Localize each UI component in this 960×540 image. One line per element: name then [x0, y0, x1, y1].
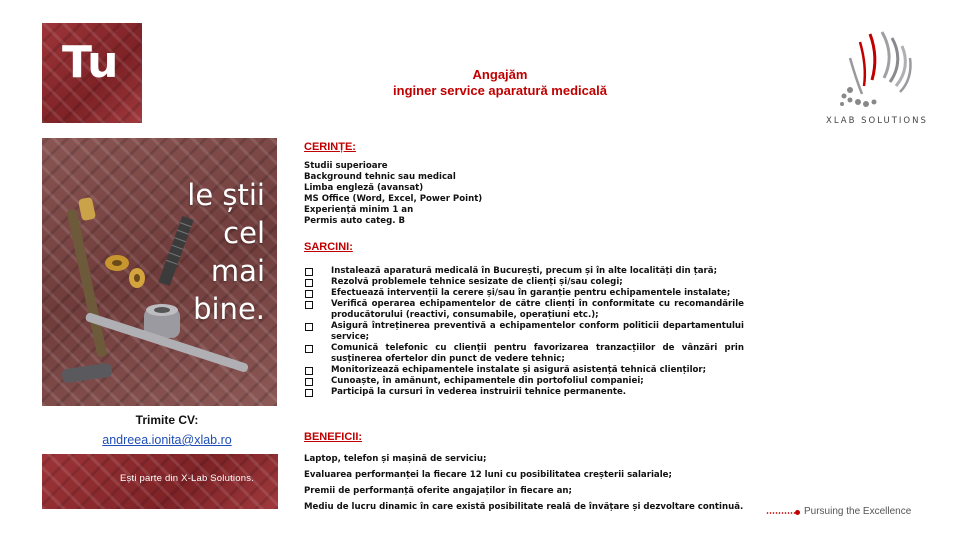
list-item: Mediu de lucru dinamic în care există posibilitate reală de învățare și dezvoltare continuă.: [304, 502, 744, 512]
list-item: [304, 299, 744, 321]
tasks-title: SARCINI:: [304, 241, 353, 253]
checkbox-icon: [305, 323, 313, 331]
benefits-list: [304, 451, 743, 515]
task-text: Efectuează intervenții la cerere și/sau în garanție pentru echipamentele instalate;: [331, 288, 731, 298]
slogan: [187, 176, 265, 328]
checkbox-icon: [305, 345, 313, 353]
brass-nut-icon: [105, 255, 145, 288]
checkbox-icon: [305, 378, 313, 386]
task-text: Asigură întreținerea preventivă a echipamentelor conform politicii departamentului service;: [331, 321, 744, 342]
list-item: [304, 365, 744, 376]
list-item: Premii de performanță oferite angajaților în fiecare an;: [304, 486, 572, 496]
job-headline: [330, 67, 670, 99]
requirements-title: CERINȚE:: [304, 141, 356, 153]
list-item: [304, 376, 744, 387]
task-text: Participă la cursuri în vederea instruirii tehnice permanente.: [331, 387, 627, 397]
wrench-icon: [67, 197, 108, 358]
list-item: MS Office (Word, Excel, Power Point): [304, 194, 483, 204]
tu-text: Tu: [62, 37, 119, 88]
logo-name: XLAB SOLUTIONS: [826, 116, 928, 126]
list-item: [304, 343, 744, 365]
slogan-line: cel: [223, 216, 265, 250]
checkbox-icon: [305, 279, 313, 287]
task-text: Comunică telefonic cu clienții pentru favorizarea tranzacțiilor de vânzări prin susținerea ofertelor din punct de vedere tehnic;: [331, 343, 744, 364]
list-item: Limba engleză (avansat): [304, 183, 424, 193]
task-text: Instalează aparatură medicală în București, precum și în alte localități din țară;: [331, 266, 718, 276]
list-item: Studii superioare: [304, 161, 388, 171]
send-cv-label: Trimite CV:: [135, 413, 199, 427]
footer-tile: [42, 454, 278, 509]
slogan-line: mai: [210, 254, 265, 288]
list-item: [304, 266, 744, 277]
list-item: [304, 387, 744, 398]
list-item: [304, 321, 744, 343]
list-item: [304, 288, 744, 299]
email-link[interactable]: andreea.ionita@xlab.ro: [102, 433, 232, 447]
checkbox-icon: [305, 389, 313, 397]
task-text: Rezolvă problemele tehnice sesizate de clienți și/sau colegi;: [331, 277, 623, 287]
task-text: Cunoaște, în amănunt, echipamentele din portofoliul companiei;: [331, 376, 644, 386]
footer-tile-text: Ești parte din X-Lab Solutions.: [120, 473, 254, 484]
list-item: Laptop, telefon și mașină de serviciu;: [304, 454, 487, 464]
task-text: Monitorizează echipamentele instalate și asigură asistență tehnică clienților;: [331, 365, 707, 375]
slogan-line: bine.: [193, 292, 265, 326]
list-item: Permis auto categ. B: [304, 216, 406, 226]
checkbox-icon: [305, 301, 313, 309]
tagline-bullet-icon: [795, 510, 800, 515]
list-item: Evaluarea performanței la fiecare 12 luni cu posibilitatea creșterii salariale;: [304, 470, 672, 480]
checkbox-icon: [305, 268, 313, 276]
headline-line-1: Angajăm: [472, 67, 528, 82]
tools-photo-tile: [42, 138, 277, 406]
requirements-list: [304, 161, 482, 227]
logo-swirl: [850, 32, 911, 94]
slogan-line: le știi: [187, 178, 265, 212]
checkbox-icon: [305, 290, 313, 298]
logo-dots: [840, 87, 877, 107]
tasks-list: [304, 266, 744, 398]
xlab-logo-icon: [820, 28, 930, 116]
tagline: Pursuing the Excellence: [804, 506, 912, 517]
list-item: Background tehnic sau medical: [304, 172, 456, 182]
headline-line-2: inginer service aparatură medicală: [393, 83, 607, 98]
task-text: Verifică operarea echipamentelor de către clienți în conformitate cu recomandările producătorului (reactivi, consumabile, operațiuni etc.);: [331, 299, 744, 320]
tu-tile: [42, 23, 142, 123]
list-item: Experiență minim 1 an: [304, 205, 414, 215]
checkbox-icon: [305, 367, 313, 375]
list-item: [304, 277, 744, 288]
benefits-title: BENEFICII:: [304, 431, 363, 443]
